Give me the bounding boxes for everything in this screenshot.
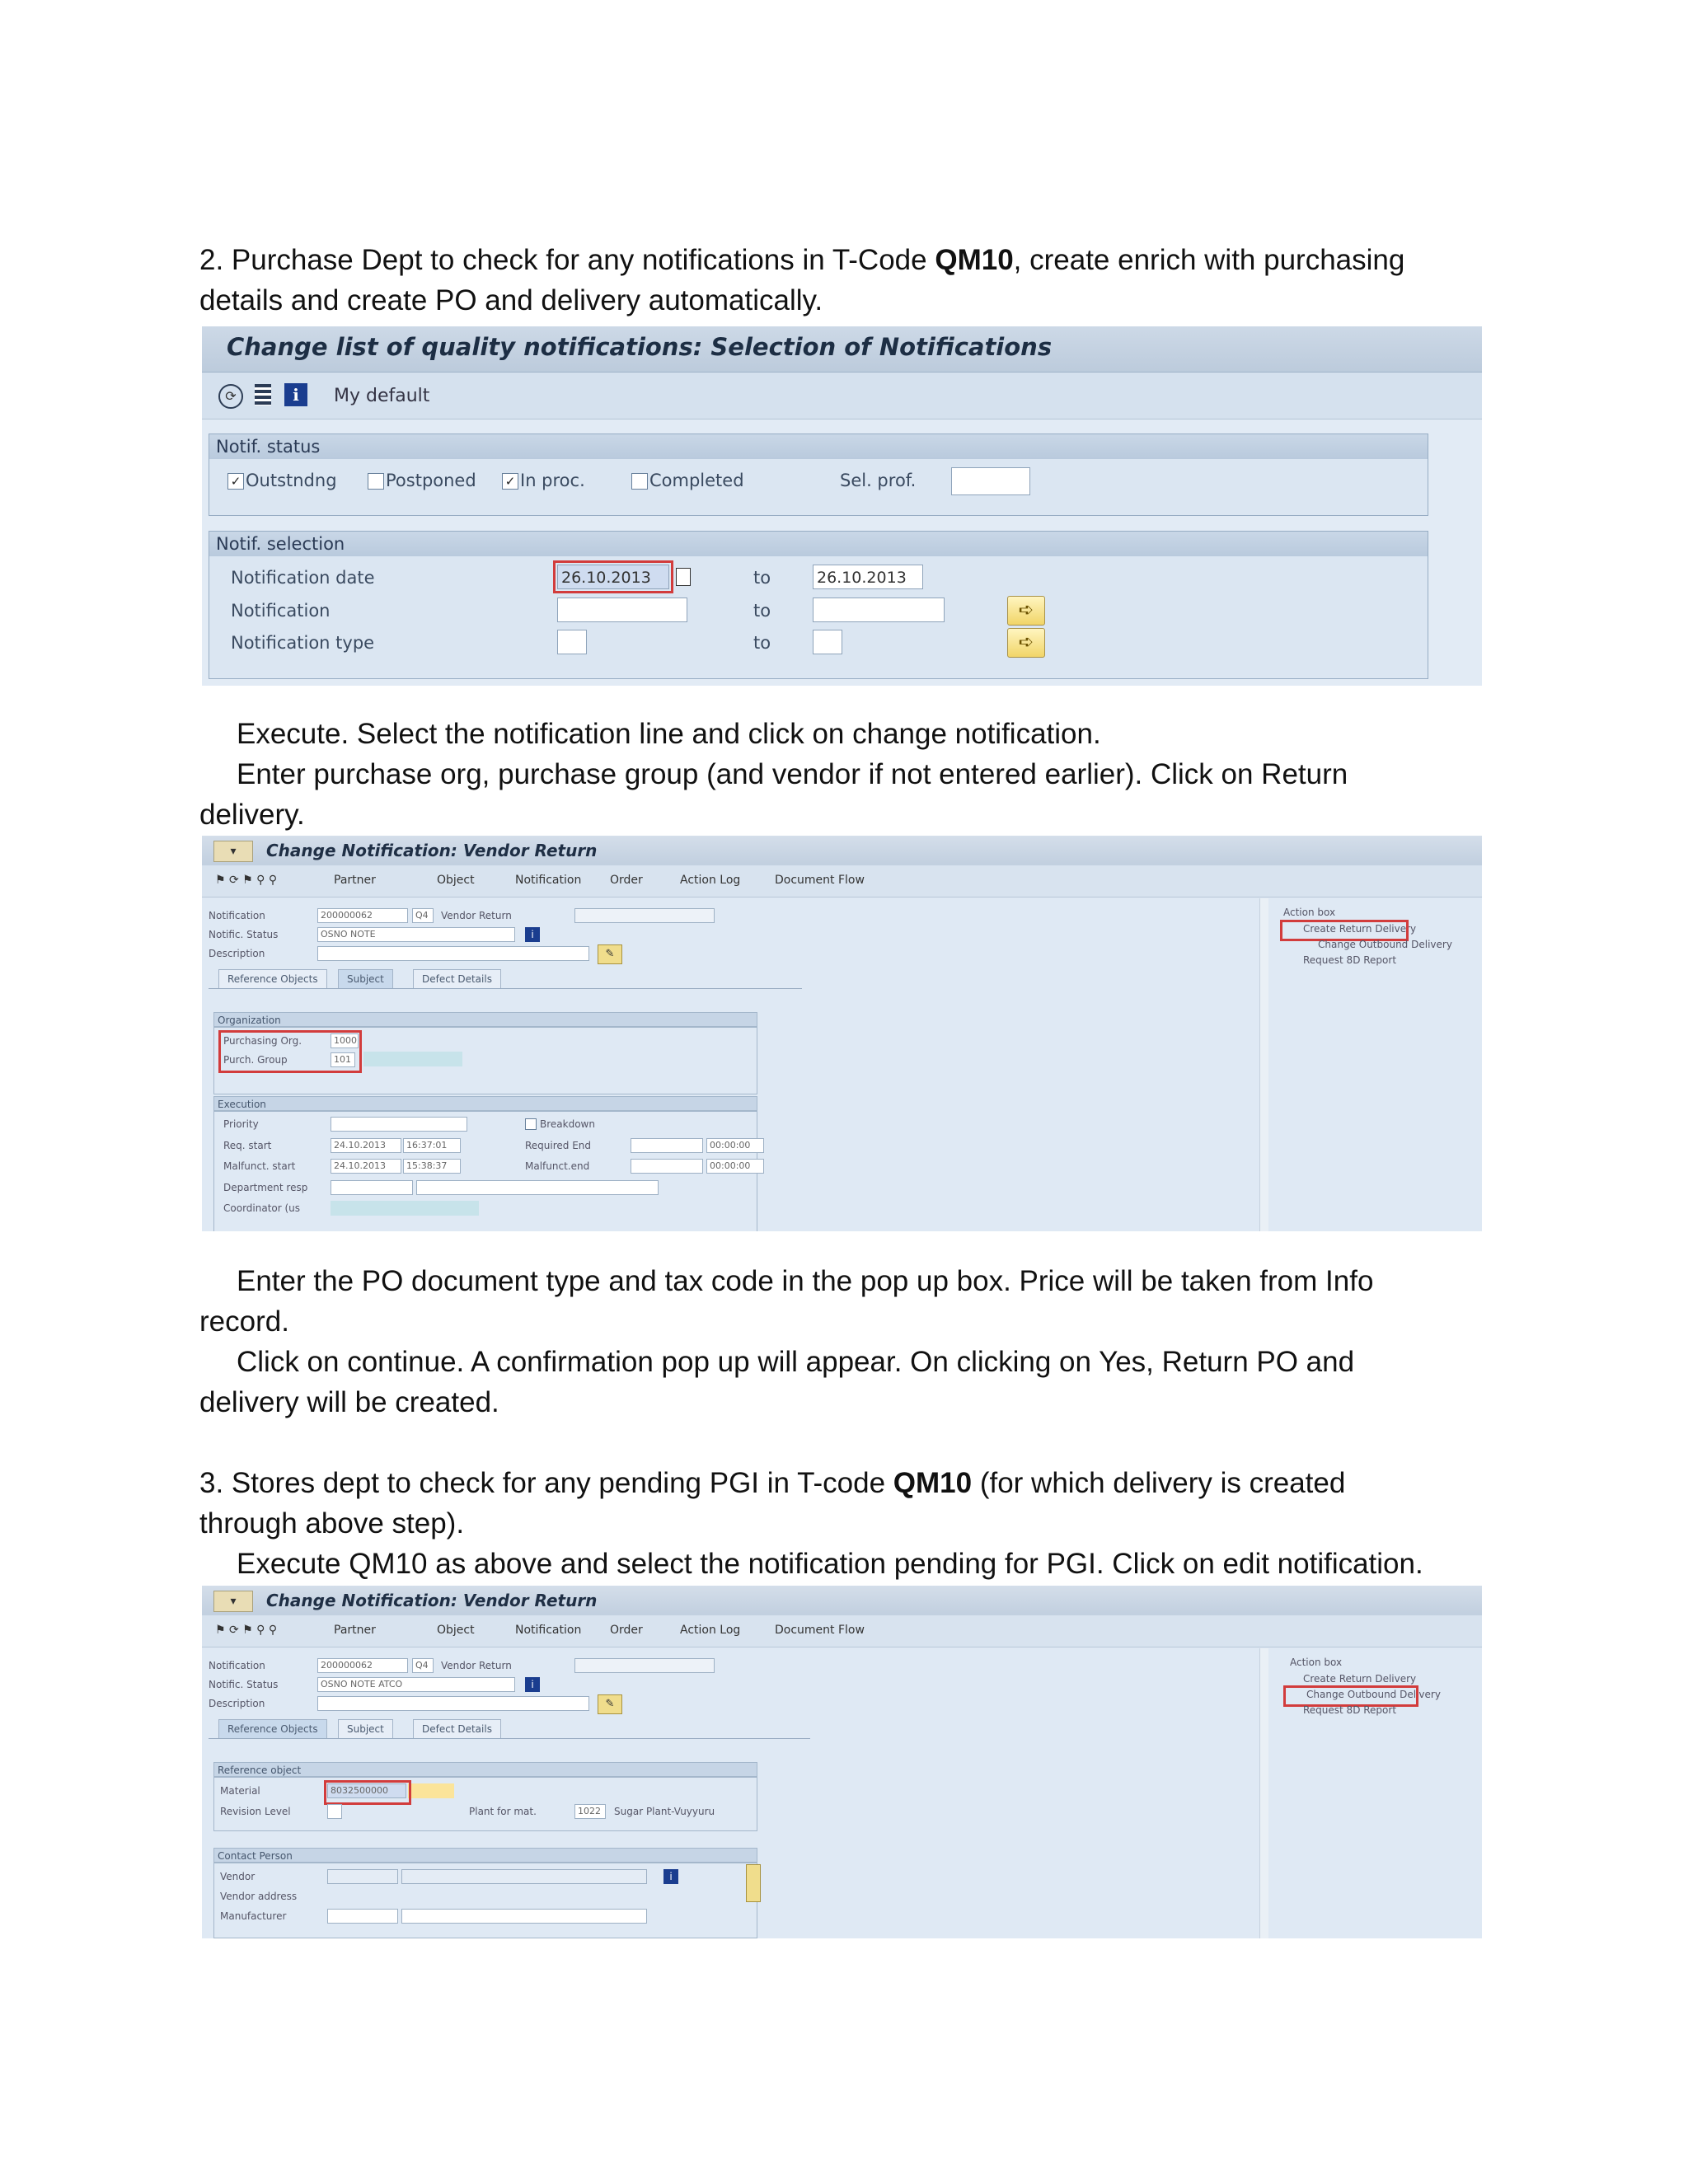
- completed-checkbox[interactable]: [631, 473, 648, 490]
- status-label: Notific. Status: [209, 929, 279, 940]
- action-log-button[interactable]: Action Log: [680, 1624, 741, 1637]
- notification-label: Notification: [209, 910, 265, 921]
- menu-icon[interactable]: ▾: [213, 841, 253, 862]
- partner-button[interactable]: Partner: [334, 874, 376, 887]
- application-toolbar: [202, 865, 1482, 898]
- toolbar-icons[interactable]: ⚑ ⟳ ⚑ ⚲ ⚲: [215, 1624, 278, 1637]
- document-flow-button[interactable]: Document Flow: [775, 1624, 865, 1637]
- notification-input[interactable]: 200000062: [317, 1658, 408, 1673]
- outstanding-checkbox[interactable]: ✓: [227, 473, 244, 490]
- description-input[interactable]: [317, 1696, 589, 1711]
- section3-line2: through above step).: [199, 1507, 465, 1540]
- scrollbar[interactable]: [1259, 1648, 1268, 1938]
- action-box-header: Action box: [1283, 907, 1336, 918]
- coordinator-input[interactable]: [331, 1201, 479, 1216]
- section3-line3: Execute QM10 as above and select the notification pending for PGI. Click on edit notification.: [237, 1548, 1423, 1580]
- in-process-checkbox[interactable]: ✓: [502, 473, 518, 490]
- notification-button[interactable]: Notification: [515, 874, 582, 887]
- vendor-input[interactable]: [327, 1869, 398, 1884]
- manufacturer-input[interactable]: [327, 1909, 398, 1924]
- notification-date-to-input[interactable]: 26.10.2013: [813, 565, 923, 589]
- malf-start-date[interactable]: 24.10.2013: [331, 1159, 401, 1174]
- priority-select[interactable]: [331, 1117, 467, 1132]
- tab-strip-line: [209, 988, 802, 989]
- notif-extra-input[interactable]: [574, 908, 715, 923]
- status-info-icon[interactable]: i: [525, 1677, 540, 1692]
- plant-text: Sugar Plant-Vuyyuru: [614, 1806, 715, 1817]
- notif-type-input[interactable]: Q4: [412, 908, 434, 923]
- notification-to-label: to: [753, 601, 771, 621]
- para-record: record.: [199, 1305, 289, 1338]
- highlight-date-from: [553, 560, 673, 593]
- revision-input[interactable]: [327, 1804, 342, 1819]
- notification-label: Notification: [209, 1660, 265, 1671]
- req-start-label: Req. start: [223, 1140, 272, 1151]
- section2-heading: [199, 240, 1404, 280]
- scrollbar[interactable]: [1259, 898, 1268, 1231]
- purch-org-input[interactable]: 1000: [331, 1033, 359, 1048]
- status-input[interactable]: OSNO NOTE ATCO: [317, 1677, 515, 1692]
- notif-type-text: Vendor Return: [441, 1660, 512, 1671]
- highlight-purchasing: [218, 1030, 362, 1073]
- long-text-icon[interactable]: ✎: [598, 1694, 622, 1714]
- vendor-desc: [401, 1869, 647, 1884]
- req-start-date[interactable]: 24.10.2013: [331, 1138, 401, 1153]
- notification-button[interactable]: Notification: [515, 1624, 582, 1637]
- application-toolbar: [202, 373, 1482, 419]
- tab-subject[interactable]: Subject: [338, 1719, 393, 1739]
- application-toolbar: [202, 1615, 1482, 1647]
- vendor-address-label: Vendor address: [220, 1891, 298, 1902]
- action-request-8d-report[interactable]: Request 8D Report: [1303, 1704, 1397, 1716]
- section3-heading: [199, 1463, 1345, 1503]
- screen-title: Change Notification: Vendor Return: [266, 1591, 598, 1610]
- purch-group-desc: [363, 1052, 462, 1066]
- in-process-label: In proc.: [520, 471, 585, 490]
- tab-defect-details[interactable]: Defect Details: [413, 1719, 501, 1739]
- purch-group-label: Purch. Group: [223, 1054, 288, 1066]
- postponed-label: Postponed: [386, 471, 476, 490]
- screenshot-selection-of-notifications: [202, 326, 1482, 686]
- para-delivery-created: delivery will be created.: [199, 1386, 499, 1418]
- title-bar: [202, 1586, 1482, 1615]
- section2-line2: details and create PO and delivery automatically.: [199, 284, 823, 316]
- vendor-edit-icon[interactable]: [746, 1864, 761, 1902]
- para-click-continue: Click on continue. A confirmation pop up will appear. On clicking on Yes, Return PO and: [237, 1346, 1355, 1378]
- multiple-selection-icon[interactable]: [255, 384, 271, 405]
- notif-status-header: Notif. status: [209, 434, 1428, 459]
- notification-type-from-input[interactable]: [557, 630, 587, 654]
- action-change-outbound-delivery[interactable]: Change Outbound Delivery: [1318, 939, 1452, 950]
- para-delivery: delivery.: [199, 799, 305, 831]
- action-create-return-delivery[interactable]: Create Return Delivery: [1303, 1673, 1417, 1685]
- tcode-qm10: QM10: [935, 244, 1014, 276]
- tab-defect-details[interactable]: Defect Details: [413, 969, 501, 989]
- screenshot-change-notification-2: [202, 1586, 1482, 1938]
- highlight-material: [324, 1780, 411, 1805]
- reference-object-group: [213, 1777, 757, 1831]
- object-button[interactable]: Object: [437, 1624, 475, 1637]
- para-enter-po-type: Enter the PO document type and tax code in the pop up box. Price will be taken from Info: [237, 1265, 1374, 1297]
- tab-reference-objects[interactable]: Reference Objects: [218, 969, 327, 989]
- notif-selection-group: [209, 531, 1428, 679]
- notif-extra-input[interactable]: [574, 1658, 715, 1673]
- vendor-label: Vendor: [220, 1871, 256, 1882]
- revision-label: Revision Level: [220, 1806, 291, 1817]
- notification-date-label: Notification date: [231, 568, 375, 588]
- notification-type-label: Notification type: [231, 633, 375, 653]
- object-button[interactable]: Object: [437, 874, 475, 887]
- toolbar-icons[interactable]: ⚑ ⟳ ⚑ ⚲ ⚲: [215, 874, 278, 887]
- para-execute: Execute. Select the notification line and click on change notification.: [237, 718, 1101, 750]
- malf-end-date[interactable]: [631, 1159, 703, 1174]
- notification-to-input[interactable]: [813, 598, 945, 622]
- date-to-label: to: [753, 568, 771, 588]
- notification-from-input[interactable]: [557, 598, 687, 622]
- action-box-header: Action box: [1290, 1657, 1343, 1668]
- section2-text-cont: , create enrich with purchasing: [1013, 244, 1405, 276]
- action-create-return-delivery[interactable]: Create Return Delivery: [1303, 923, 1417, 935]
- calendar-icon[interactable]: [676, 568, 691, 586]
- execute-icon[interactable]: ⟳: [218, 384, 243, 409]
- tab-strip-line: [209, 1738, 810, 1739]
- status-info-icon[interactable]: i: [525, 927, 540, 942]
- organization-header: Organization: [213, 1012, 757, 1027]
- para-enter-org: Enter purchase org, purchase group (and vendor if not entered earlier). Click on Return: [237, 758, 1348, 790]
- action-request-8d-report[interactable]: Request 8D Report: [1303, 954, 1397, 966]
- coordinator-label: Coordinator (us: [223, 1202, 301, 1214]
- screen-title: Change Notification: Vendor Return: [266, 841, 598, 860]
- breakdown-checkbox[interactable]: [525, 1118, 537, 1130]
- dept-input[interactable]: [331, 1180, 413, 1195]
- sel-prof-input[interactable]: [951, 467, 1030, 495]
- section3-text-cont: (for which delivery is created: [972, 1467, 1346, 1499]
- outstanding-label: Outstndng: [246, 471, 337, 490]
- title-bar: [202, 326, 1482, 373]
- execution-header: Execution: [213, 1096, 757, 1111]
- menu-icon[interactable]: ▾: [213, 1591, 253, 1612]
- notification-date-from-input[interactable]: 26.10.2013: [557, 565, 669, 589]
- description-label: Description: [209, 1698, 265, 1709]
- material-input[interactable]: 8032500000: [327, 1783, 406, 1798]
- malf-start-label: Malfunct. start: [223, 1160, 296, 1172]
- document-flow-button[interactable]: Document Flow: [775, 874, 865, 887]
- notif-type-text: Vendor Return: [441, 910, 512, 921]
- status-input[interactable]: OSNO NOTE: [317, 927, 515, 942]
- info-icon[interactable]: i: [284, 383, 307, 406]
- material-label: Material: [220, 1785, 260, 1797]
- notification-input[interactable]: 200000062: [317, 908, 408, 923]
- description-input[interactable]: [317, 946, 589, 961]
- manufacturer-desc: [401, 1909, 647, 1924]
- section3-text: 3. Stores dept to check for any pending PGI in T-code: [199, 1467, 893, 1499]
- action-log-button[interactable]: Action Log: [680, 874, 741, 887]
- notif-type-input[interactable]: Q4: [412, 1658, 434, 1673]
- variant-label[interactable]: My default: [334, 386, 430, 406]
- action-change-outbound-delivery[interactable]: Change Outbound Delivery: [1306, 1689, 1441, 1700]
- long-text-icon[interactable]: ✎: [598, 944, 622, 964]
- vendor-info-icon[interactable]: i: [663, 1869, 678, 1884]
- reference-object-header: Reference object: [213, 1762, 757, 1777]
- material-desc: [408, 1783, 454, 1798]
- malf-end-time[interactable]: 00:00:00: [706, 1159, 764, 1174]
- screen-title: Change list of quality notifications: Selection of Notifications: [227, 333, 1053, 361]
- notif-selection-header: Notif. selection: [209, 532, 1428, 556]
- plant-input[interactable]: 1022: [574, 1804, 606, 1819]
- notification-type-to-label: to: [753, 633, 771, 653]
- priority-label: Priority: [223, 1118, 259, 1130]
- breakdown-label: Breakdown: [540, 1118, 595, 1130]
- completed-label: Completed: [649, 471, 744, 490]
- malf-end-label: Malfunct.end: [525, 1160, 590, 1172]
- description-label: Description: [209, 948, 265, 959]
- notif-status-group: [209, 434, 1428, 516]
- tcode-qm10-2: QM10: [893, 1467, 973, 1499]
- contact-person-header: Contact Person: [213, 1848, 757, 1863]
- req-end-label: Required End: [525, 1140, 592, 1151]
- req-start-time[interactable]: 16:37:01: [403, 1138, 461, 1153]
- purch-group-input[interactable]: 101: [331, 1052, 355, 1067]
- req-end-time[interactable]: 00:00:00: [706, 1138, 764, 1153]
- postponed-checkbox[interactable]: [368, 473, 384, 490]
- tab-reference-objects[interactable]: Reference Objects: [218, 1719, 327, 1739]
- order-button[interactable]: Order: [610, 1624, 643, 1637]
- tab-subject[interactable]: Subject: [338, 969, 393, 989]
- section2-text: 2. Purchase Dept to check for any notifications in T-Code: [199, 244, 935, 276]
- purch-org-label: Purchasing Org.: [223, 1035, 302, 1047]
- title-bar: [202, 836, 1482, 865]
- multiple-selection-arrow-button-2[interactable]: ➪: [1007, 628, 1045, 658]
- manufacturer-label: Manufacturer: [220, 1910, 287, 1922]
- notification-label: Notification: [231, 601, 331, 621]
- screenshot-change-notification-1: [202, 836, 1482, 1231]
- malf-start-time[interactable]: 15:38:37: [403, 1159, 461, 1174]
- partner-button[interactable]: Partner: [334, 1624, 376, 1637]
- dept-label: Department resp: [223, 1182, 308, 1193]
- req-end-date[interactable]: [631, 1138, 703, 1153]
- plant-label: Plant for mat.: [469, 1806, 537, 1817]
- dept-desc: [416, 1180, 659, 1195]
- notification-type-to-input[interactable]: [813, 630, 842, 654]
- status-label: Notific. Status: [209, 1679, 279, 1690]
- multiple-selection-arrow-button[interactable]: ➪: [1007, 596, 1045, 626]
- order-button[interactable]: Order: [610, 874, 643, 887]
- sel-prof-label: Sel. prof.: [840, 471, 917, 490]
